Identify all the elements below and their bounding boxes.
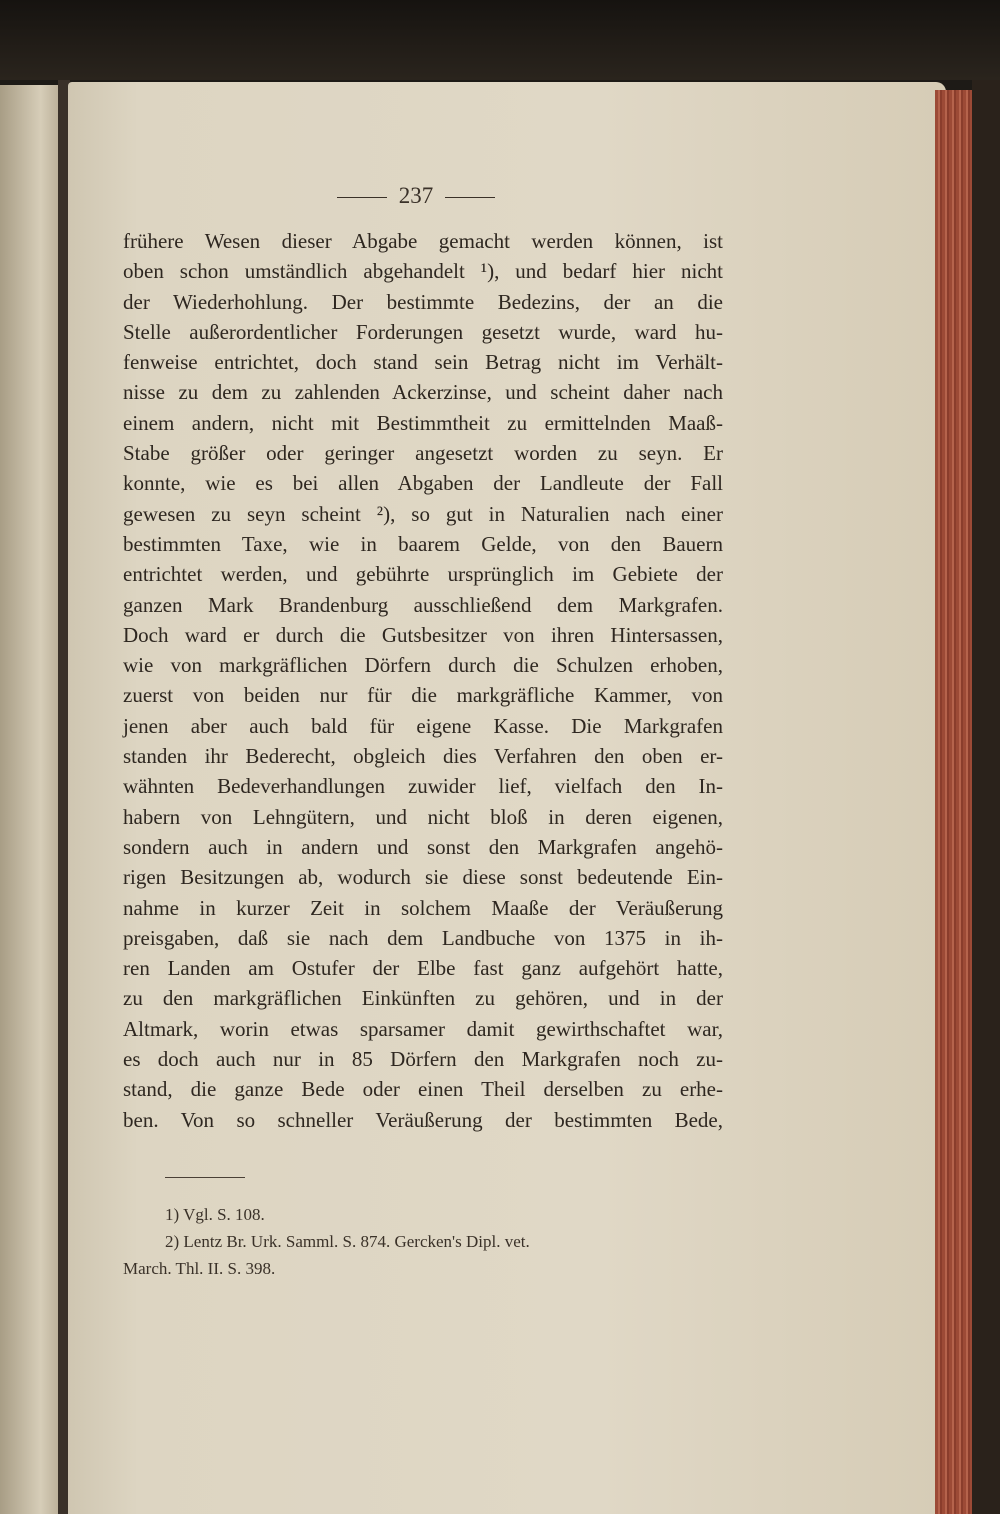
footnote-2: 2) Lentz Br. Urk. Samml. S. 874. Gercken's Dipl. vet. xyxy=(165,1232,530,1251)
text-line: ren Landen am Ostufer der Elbe fast ganz aufgehört hatte, xyxy=(123,956,723,981)
book-cover-right xyxy=(972,80,1000,1514)
text-line: es doch auch nur in 85 Dörfern den Markgrafen noch zu- xyxy=(123,1047,723,1072)
text-line: preisgaben, daß sie nach dem Landbuche von 1375 in ih- xyxy=(123,925,723,950)
text-line: ben. Von so schneller Veräußerung der bestimmten Bede, xyxy=(123,1107,723,1132)
book-cover-top xyxy=(0,0,1000,80)
text-line: Stelle außerordentlicher Forderungen gesetzt wurde, ward hu- xyxy=(123,319,723,344)
page-number-header xyxy=(316,183,516,209)
text-line: zuerst von beiden nur für die markgräfliche Kammer, von xyxy=(123,683,723,708)
text-line: standen ihr Bederecht, obgleich dies Verfahren den oben er- xyxy=(123,744,723,769)
text-line: stand, die ganze Bede oder einen Theil derselben zu erhe- xyxy=(123,1077,723,1102)
text-line: wähnten Bedeverhandlungen zuwider lief, vielfach den In- xyxy=(123,774,723,799)
text-line: konnte, wie es bei allen Abgaben der Landleute der Fall xyxy=(123,471,723,496)
text-line: entrichtet werden, und gebührte ursprünglich im Gebiete der xyxy=(123,562,723,587)
page-edges xyxy=(935,90,973,1514)
footnote-separator xyxy=(165,1177,245,1178)
body-text xyxy=(123,226,723,1135)
dash-right xyxy=(445,197,495,198)
text-line: einem andern, nicht mit Bestimmtheit zu ermittelnden Maaß- xyxy=(123,410,723,435)
text-line: gewesen zu seyn scheint ²), so gut in Naturalien nach einer xyxy=(123,501,723,526)
text-line: Stabe größer oder geringer angesetzt worden zu seyn. Er xyxy=(123,441,723,466)
left-page-edge xyxy=(0,85,58,1514)
text-line: Altmark, worin etwas sparsamer damit gewirthschaftet war, xyxy=(123,1016,723,1041)
text-line: jenen aber auch bald für eigene Kasse. Die Markgrafen xyxy=(123,713,723,738)
text-line: habern von Lehngütern, und nicht bloß in deren eigenen, xyxy=(123,804,723,829)
text-line: der Wiederhohlung. Der bestimmte Bedezins, der an die xyxy=(123,289,723,314)
footnote-1: 1) Vgl. S. 108. xyxy=(165,1205,265,1224)
text-line: wie von markgräflichen Dörfern durch die Schulzen erhoben, xyxy=(123,653,723,678)
text-line: nahme in kurzer Zeit in solchem Maaße der Veräußerung xyxy=(123,895,723,920)
text-line: sondern auch in andern und sonst den Markgrafen angehö- xyxy=(123,834,723,859)
footnote-2-continued: March. Thl. II. S. 398. xyxy=(123,1259,276,1278)
text-line: frühere Wesen dieser Abgabe gemacht werden können, ist xyxy=(123,229,723,253)
text-line: bestimmten Taxe, wie in baarem Gelde, von den Bauern xyxy=(123,531,723,556)
text-line: Doch ward er durch die Gutsbesitzer von ihren Hintersassen, xyxy=(123,622,723,647)
text-line: rigen Besitzungen ab, wodurch sie diese sonst bedeutende Ein- xyxy=(123,865,723,890)
text-line: zu den markgräflichen Einkünften zu gehören, und in der xyxy=(123,986,723,1011)
page-number: 237 xyxy=(398,183,434,208)
text-line: oben schon umständlich abgehandelt ¹), und bedarf hier nicht xyxy=(123,259,723,284)
dash-left xyxy=(337,197,387,198)
text-line: ganzen Mark Brandenburg ausschließend dem Markgrafen. xyxy=(123,592,723,617)
text-line: fenweise entrichtet, doch stand sein Betrag nicht im Verhält- xyxy=(123,350,723,375)
footnotes xyxy=(123,1201,723,1282)
text-line: nisse zu dem zu zahlenden Ackerzinse, und scheint daher nach xyxy=(123,380,723,405)
